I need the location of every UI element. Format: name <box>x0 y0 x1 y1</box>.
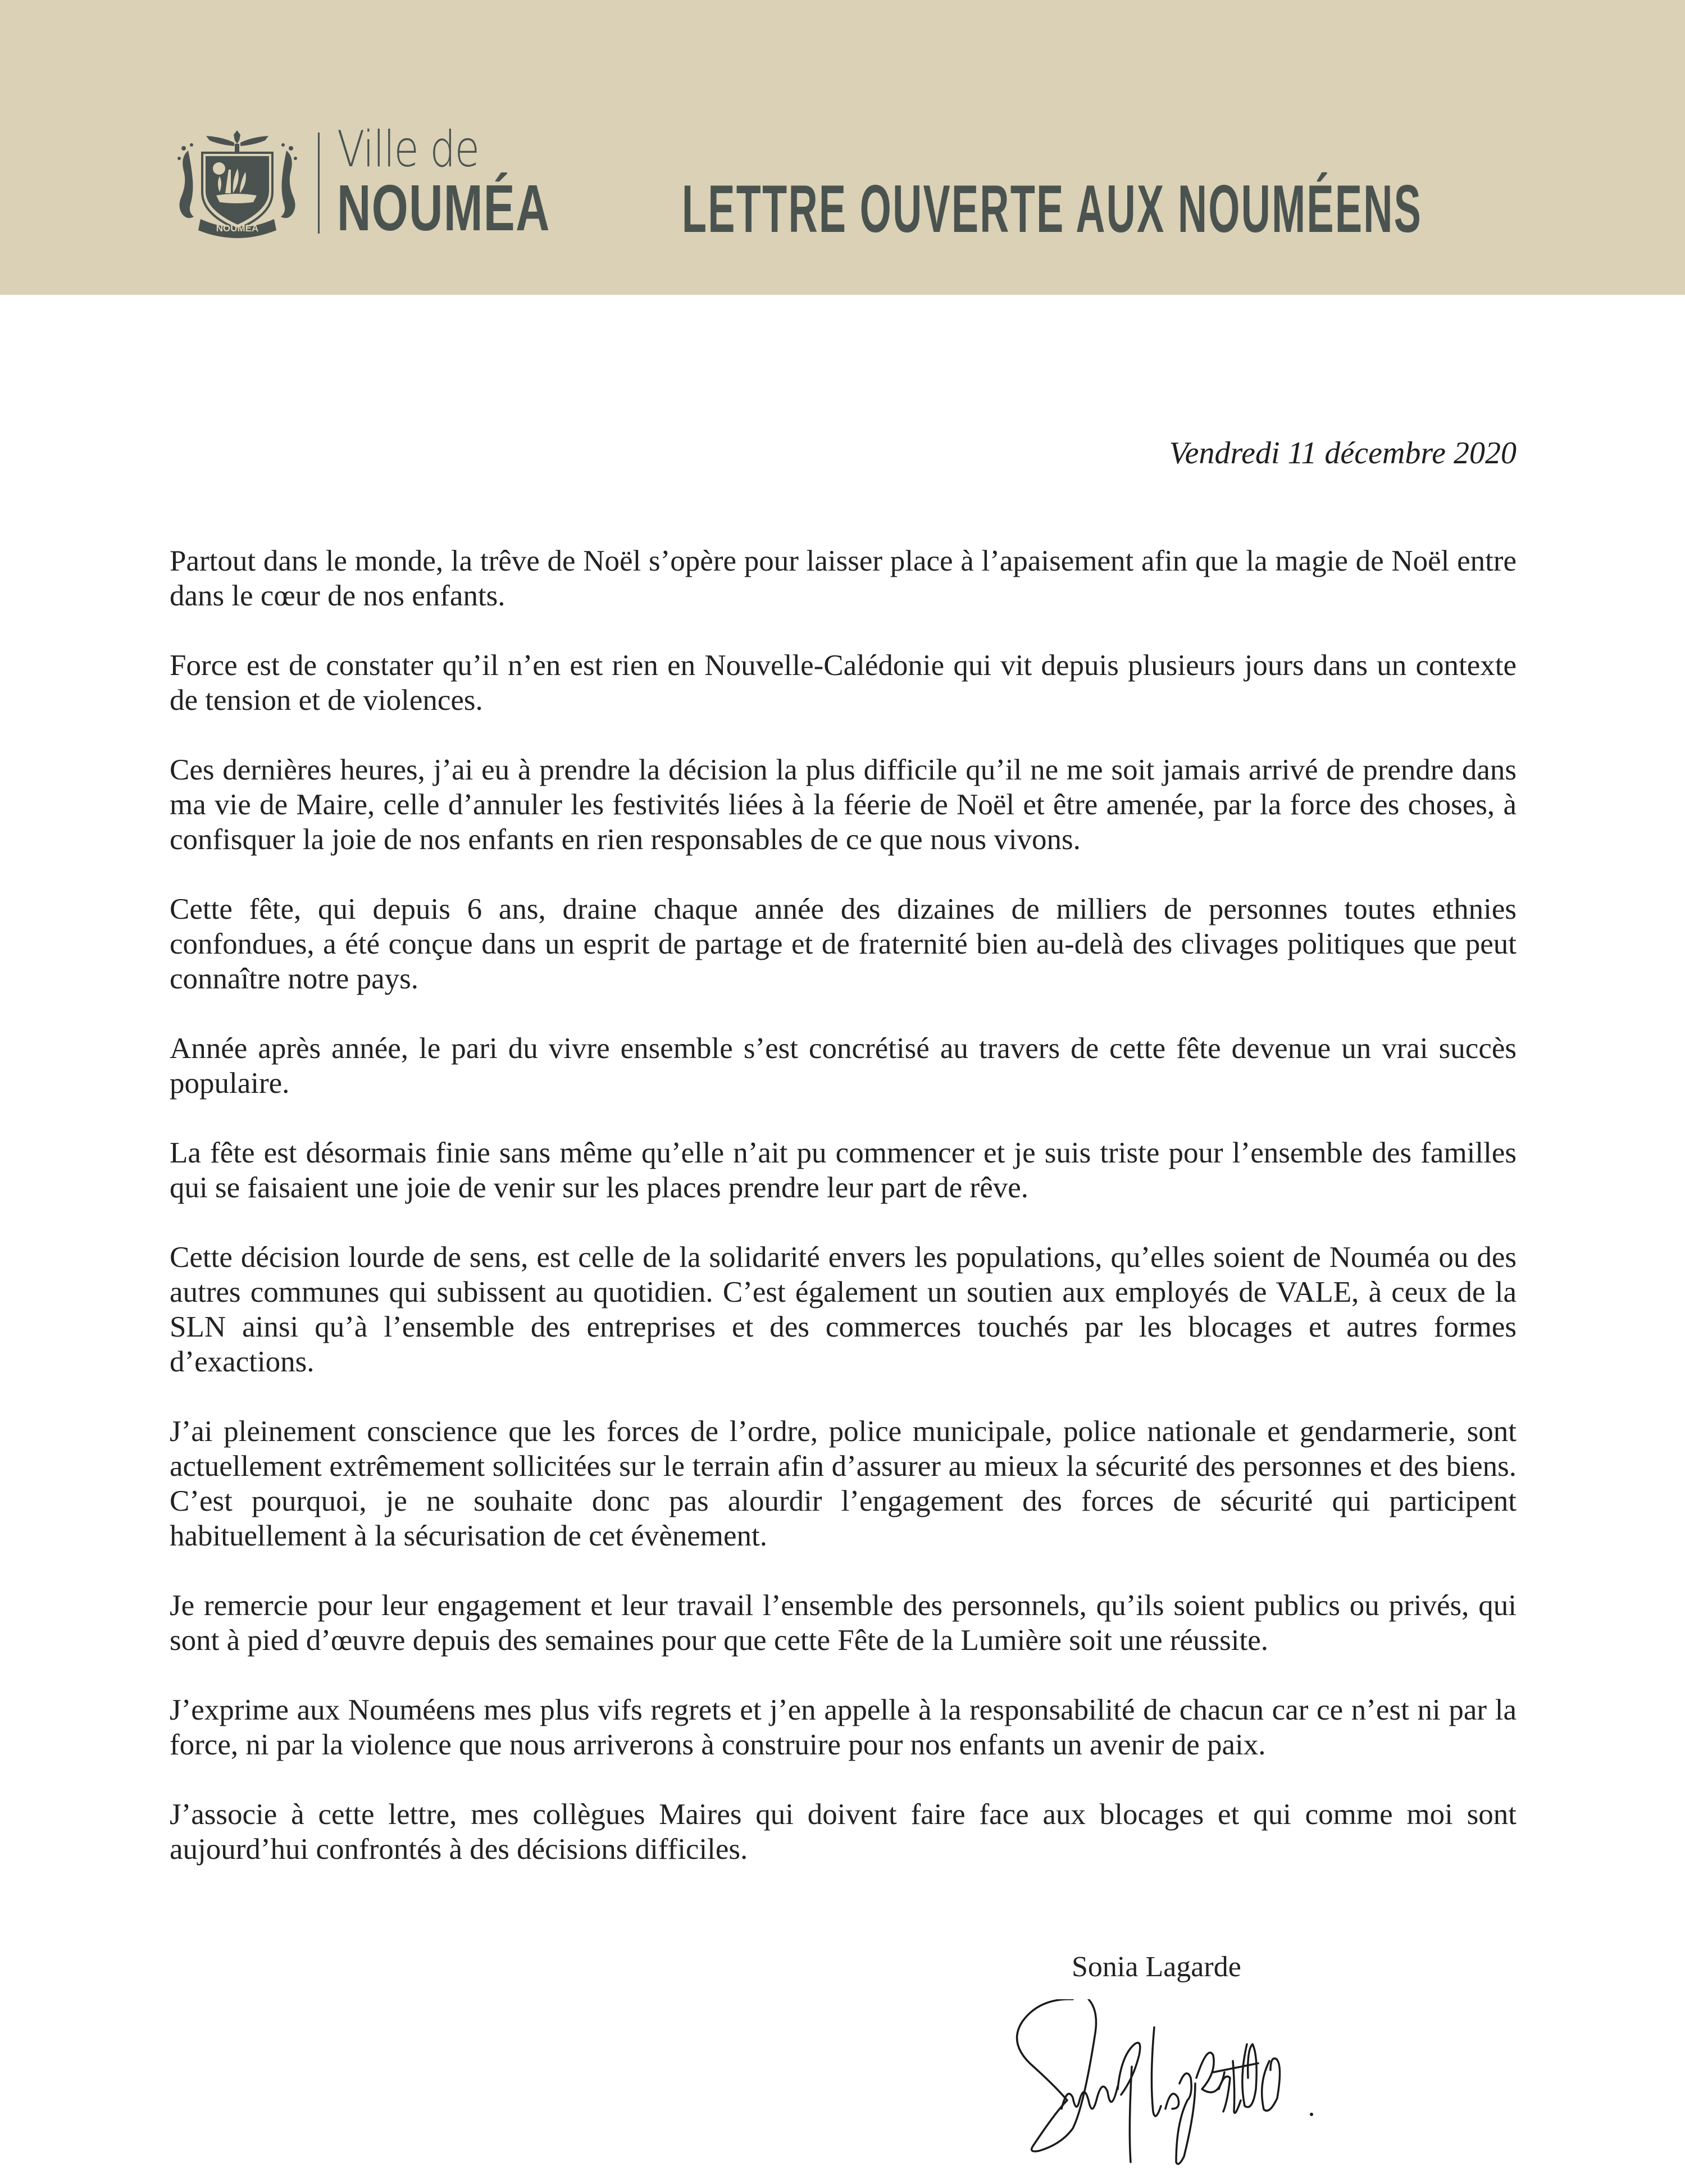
paragraph: Ces dernières heures, j’ai eu à prendre la décision la plus difficile qu’il ne me soit jamais arrivé de prendre dans ma vie de Maire, celle d’annuler les festivités liées à la féerie de Noël et être amenée, par la force des choses, à confisquer la joie de nos enfants en rien responsables de ce que nous vivons. <box>170 754 1516 856</box>
paragraph: Cette décision lourde de sens, est celle de la solidarité envers les populations, qu’elles soient de Nouméa ou des autres communes qui subissent au quotidien. C’est également un soutien aux employés de VALE, à ceux de la SLN ainsi qu’à l’ensemble des entreprises et des commerces touchés par les blocages et autres formes d’exactions. <box>170 1241 1516 1378</box>
paragraph: Je remercie pour leur engagement et leur travail l’ensemble des personnels, qu’ils soient publics ou privés, qui sont à pied d’œuvre depuis des semaines pour que cette Fête de la Lumière soit une réussite. <box>170 1589 1516 1657</box>
paragraph: J’associe à cette lettre, mes collègues Maires qui doivent faire face aux blocages et qui comme moi sont aujourd’hui confrontés à des décisions difficiles. <box>170 1798 1516 1866</box>
header-band <box>0 0 1685 295</box>
paragraph: Partout dans le monde, la trêve de Noël s’opère pour laisser place à l’apaisement afin que la magie de Noël entre dans le cœur de nos enfants. <box>170 545 1516 612</box>
paragraph: J’exprime aux Nouméens mes plus vifs regrets et j’en appelle à la responsabilité de chacun car ce n’est ni par la force, ni par la violence que nous arriverons à construire pour nos enfants un avenir de paix. <box>170 1694 1516 1761</box>
paragraph: Année après année, le pari du vivre ensemble s’est concrétisé au travers de cette fête devenue un vrai succès populaire. <box>170 1032 1516 1100</box>
paragraph: Cette fête, qui depuis 6 ans, draine chaque année des dizaines de milliers de personnes toutes ethnies confondues, a été conçue dans un esprit de partage et de fraternité bien au-delà des clivages politiques que peut connaître notre pays. <box>170 893 1516 995</box>
letter-title: LETTRE OUVERTE AUX NOUMÉENS <box>682 171 1423 247</box>
signature-icon <box>1011 1999 1326 2179</box>
letter-date: Vendredi 11 décembre 2020 <box>1169 436 1516 471</box>
paragraph: La fête est désormais finie sans même qu’elle n’ait pu commencer et je suis triste pour l’ensemble des familles qui se faisaient une joie de venir sur les places prendre leur part de rêve. <box>170 1137 1516 1204</box>
city-crest-icon <box>171 129 303 239</box>
paragraph: J’ai pleinement conscience que les forces de l’ordre, police municipale, police nationale et gendarmerie, sont actuellement extrêmement sollicitées sur le terrain afin d’assurer au mieux la sécurité des personnes et des biens. C’est pourquoi, je ne souhaite donc pas alourdir l’engagement des forces de sécurité qui participent habituellement à la sécurisation de cet évènement. <box>170 1415 1516 1552</box>
logo-ville-de: Ville de <box>337 120 479 178</box>
paragraph: Force est de constater qu’il n’en est rien en Nouvelle-Calédonie qui vit depuis plusieurs jours dans un contexte de tension et de violences. <box>170 649 1516 717</box>
logo-divider <box>318 133 320 234</box>
signatory-name: Sonia Lagarde <box>1072 1951 1241 1983</box>
letter-body <box>170 544 1516 1902</box>
crest-banner-text: NOUMEA <box>216 223 259 234</box>
logo-noumea: NOUMÉA <box>337 171 550 244</box>
